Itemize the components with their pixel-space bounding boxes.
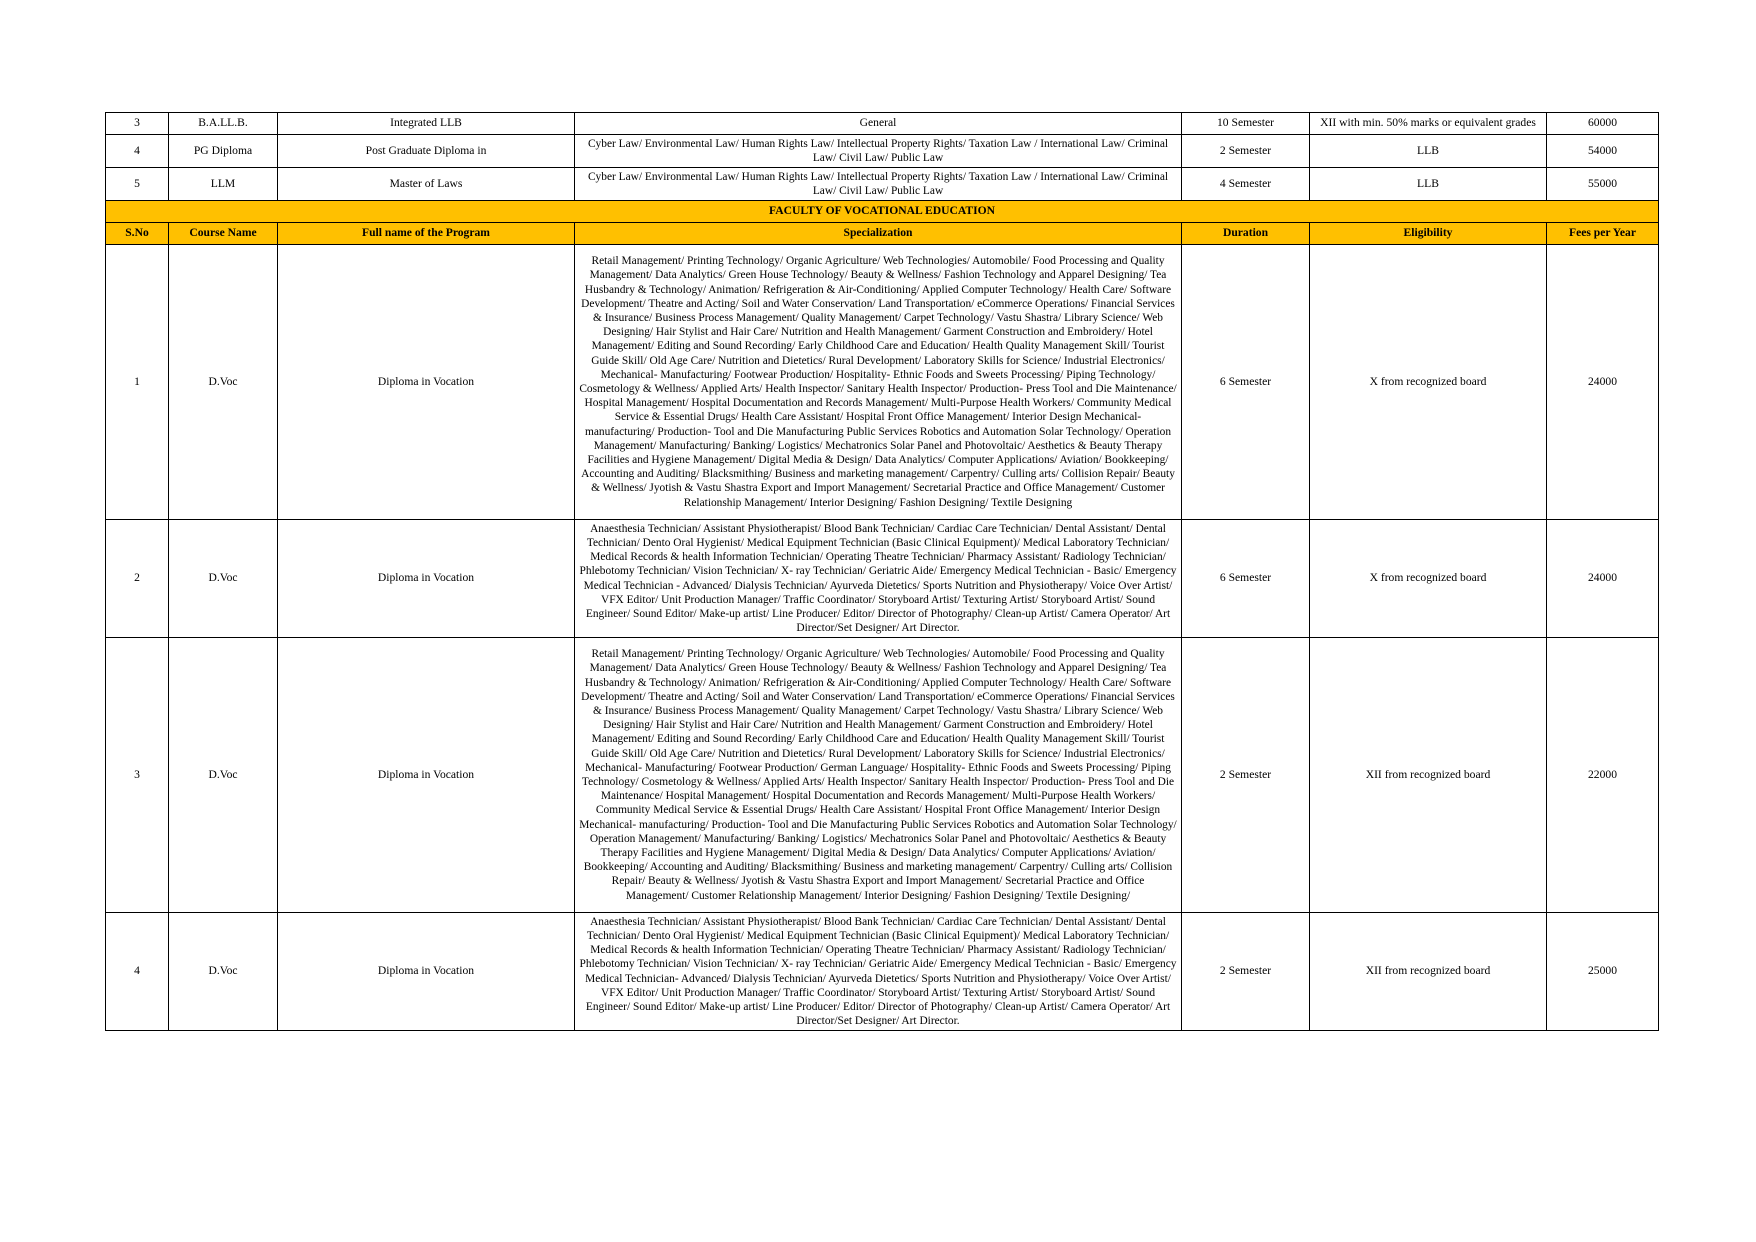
sno-cell: 5 [106,168,169,201]
sno-cell: 4 [106,135,169,168]
sno-cell: 3 [106,638,169,913]
specialization-cell: Cyber Law/ Environmental Law/ Human Rights Law/ Intellectual Property Rights/ Taxation Law / International Law/ Criminal Law/ Civil Law/ Public Law [575,135,1182,168]
section-header-row [106,201,1659,223]
eligibility-cell: X from recognized board [1310,245,1547,520]
specialization-cell: Anaesthesia Technician/ Assistant Physiotherapist/ Blood Bank Technician/ Cardiac Care Technician/ Dental Assistant/ Dental Technician/ Dento Oral Hygienist/ Medical Equipment Technician (Basic Clinical Equipment)/ Medical Laboratory Technician/ Medical Records & health Information Technician/ Operating Theatre Technician/ Pharmacy Assistant/ Radiology Technician/ Phlebotomy Technician/ Vision Technician/ X- ray Technician/ Geriatric Aide/ Emergency Medical Technician - Basic/ Emergency Medical Technician- Advanced/ Dialysis Technician/ Ayurveda Dietetics/ Sports Nutrition and Physiotherapy/ Voice Over Artist/ VFX Editor/ Unit Production Manager/ Traffic Coordinator/ Storyboard Artist/ Texturing Artist/ Storyboard Artist/ Sound Engineer/ Sound Editor/ Make-up artist/ Line Producer/ Editor/ Director of Photography/ Clean-up Artist/ Camera Operator/ Art Director/Set Designer/ Art Director. [575,913,1182,1031]
header-full-name: Full name of the Program [278,223,575,245]
header-specialization: Specialization [575,223,1182,245]
duration-cell: 6 Semester [1182,245,1310,520]
fees-cell: 24000 [1547,245,1659,520]
full-name-cell: Diploma in Vocation [278,520,575,638]
duration-cell: 2 Semester [1182,135,1310,168]
fees-cell: 24000 [1547,520,1659,638]
specialization-cell: Retail Management/ Printing Technology/ Organic Agriculture/ Web Technologies/ Automobile/ Food Processing and Quality Management/ Data Analytics/ Green House Technology/ Beauty & Wellness/ Fashion Technology and Apparel Designing/ Tea Husbandry & Technology/ Animation/ Refrigeration & Air-Conditioning/ Applied Computer Technology/ Health Care/ Software Development/ Theatre and Acting/ Soil and Water Conservation/ Land Transportation/ eCommerce Operations/ Financial Services & Insurance/ Business Process Management/ Quality Management/ Carpet Technology/ Vastu Shastra/ Library Science/ Web Designing/ Hair Stylist and Hair Care/ Nutrition and Health Management/ Garment Construction and Embroidery/ Hotel Management/ Editing and Sound Recording/ Early Childhood Care and Education/ Health Quality Management Skill/ Tourist Guide Skill/ Old Age Care/ Nutrition and Dietetics/ Rural Development/ Laboratory Skills for Science/ Industrial Electronics/ Mechanical- Manufacturing/ Footwear Production/ German Language/ Hospitality- Ethnic Foods and Sweets Processing/ Piping Technology/ Cosmetology & Wellness/ Applied Arts/ Health Inspector/ Sanitary Health Inspector/ Production- Press Tool and Die Maintenance/ Hospital Management/ Hospital Documentation and Records Management/ Multi-Purpose Health Workers/ Community Medical Service & Essential Drugs/ Health Care Assistant/ Hospital Front Office Management/ Interior Design Mechanical- manufacturing/ Production- Tool and Die Manufacturing Public Services Robotics and Automation Solar Technology/ Operation Management/ Manufacturing/ Banking/ Logistics/ Mechatronics Solar Panel and Photovoltaic/ Aesthetics & Beauty Therapy Facilities and Hygiene Management/ Digital Media & Design/ Data Analytics/ Computer Applications/ Aviation/ Bookkeeping/ Accounting and Auditing/ Blacksmithing/ Business and marketing management/ Carpentry/ Culling arts/ Collision Repair/ Beauty & Wellness/ Jyotish & Vastu Shastra Export and Import Management/ Secretarial Practice and Office Management/ Customer Relationship Management/ Interior Designing/ Fashion Designing/ Textile Designing/ [575,638,1182,913]
eligibility-cell: XII with min. 50% marks or equivalent grades [1310,113,1547,135]
table-row [106,520,1659,638]
section-title: FACULTY OF VOCATIONAL EDUCATION [106,201,1659,223]
sno-cell: 2 [106,520,169,638]
duration-cell: 2 Semester [1182,638,1310,913]
duration-cell: 10 Semester [1182,113,1310,135]
fees-cell: 54000 [1547,135,1659,168]
table-row [106,168,1659,201]
full-name-cell: Diploma in Vocation [278,638,575,913]
duration-cell: 2 Semester [1182,913,1310,1031]
sno-cell: 4 [106,913,169,1031]
course-cell: LLM [169,168,278,201]
header-course-name: Course Name [169,223,278,245]
table-row [106,135,1659,168]
table-row [106,913,1659,1031]
column-header-row [106,223,1659,245]
full-name-cell: Integrated LLB [278,113,575,135]
header-sno: S.No [106,223,169,245]
eligibility-cell: XII from recognized board [1310,638,1547,913]
course-cell: D.Voc [169,913,278,1031]
sno-cell: 1 [106,245,169,520]
eligibility-cell: X from recognized board [1310,520,1547,638]
specialization-cell: General [575,113,1182,135]
table-row [106,638,1659,913]
eligibility-cell: XII from recognized board [1310,913,1547,1031]
duration-cell: 6 Semester [1182,520,1310,638]
course-cell: D.Voc [169,638,278,913]
course-cell: D.Voc [169,520,278,638]
fees-cell: 22000 [1547,638,1659,913]
specialization-cell: Anaesthesia Technician/ Assistant Physiotherapist/ Blood Bank Technician/ Cardiac Care Technician/ Dental Assistant/ Dental Technician/ Dento Oral Hygienist/ Medical Equipment Technician (Basic Clinical Equipment)/ Medical Laboratory Technician/ Medical Records & health Information Technician/ Operating Theatre Technician/ Pharmacy Assistant/ Radiology Technician/ Phlebotomy Technician/ Vision Technician/ X- ray Technician/ Geriatric Aide/ Emergency Medical Technician - Basic/ Emergency Medical Technician - Advanced/ Dialysis Technician/ Ayurveda Dietetics/ Sports Nutrition and Physiotherapy/ Voice Over Artist/ VFX Editor/ Unit Production Manager/ Traffic Coordinator/ Storyboard Artist/ Texturing Artist/ Storyboard Artist/ Sound Engineer/ Sound Editor/ Make-up artist/ Line Producer/ Editor/ Director of Photography/ Clean-up Artist/ Camera Operator/ Art Director/Set Designer/ Art Director. [575,520,1182,638]
table-row [106,113,1659,135]
header-duration: Duration [1182,223,1310,245]
full-name-cell: Master of Laws [278,168,575,201]
eligibility-cell: LLB [1310,135,1547,168]
header-fees: Fees per Year [1547,223,1659,245]
fees-cell: 60000 [1547,113,1659,135]
table-row [106,245,1659,520]
fees-cell: 25000 [1547,913,1659,1031]
duration-cell: 4 Semester [1182,168,1310,201]
course-cell: PG Diploma [169,135,278,168]
specialization-cell: Retail Management/ Printing Technology/ Organic Agriculture/ Web Technologies/ Automobile/ Food Processing and Quality Management/ Data Analytics/ Green House Technology/ Beauty & Wellness/ Fashion Technology and Apparel Designing/ Tea Husbandry & Technology/ Animation/ Refrigeration & Air-Conditioning/ Applied Computer Technology/ Health Care/ Software Development/ Theatre and Acting/ Soil and Water Conservation/ Land Transportation/ eCommerce Operations/ Financial Services & Insurance/ Business Process Management/ Quality Management/ Carpet Technology/ Vastu Shastra/ Library Science/ Web Designing/ Hair Stylist and Hair Care/ Nutrition and Health Management/ Garment Construction and Embroidery/ Hotel Management/ Editing and Sound Recording/ Early Childhood Care and Education/ Health Quality Management Skill/ Tourist Guide Skill/ Old Age Care/ Nutrition and Dietetics/ Rural Development/ Laboratory Skills for Science/ Industrial Electronics/ Mechanical- Manufacturing/ Footwear Production/ Hospitality- Ethnic Foods and Sweets Processing/ Piping Technology/ Cosmetology & Wellness/ Applied Arts/ Health Inspector/ Sanitary Health Inspector/ Production- Press Tool and Die Maintenance/ Hospital Management/ Hospital Documentation and Records Management/ Multi-Purpose Health Workers/ Community Medical Service & Essential Drugs/ Health Care Assistant/ Hospital Front Office Management/ Interior Design Mechanical- manufacturing/ Production- Tool and Die Manufacturing Public Services Robotics and Automation Solar Technology/ Operation Management/ Manufacturing/ Banking/ Logistics/ Mechatronics Solar Panel and Photovoltaic/ Aesthetics & Beauty Therapy Facilities and Hygiene Management/ Digital Media & Design/ Data Analytics/ Computer Applications/ Aviation/ Bookkeeping/ Accounting and Auditing/ Blacksmithing/ Business and marketing management/ Carpentry/ Culling arts/ Collision Repair/ Beauty & Wellness/ Jyotish & Vastu Shastra Export and Import Management/ Secretarial Practice and Office Management/ Customer Relationship Management/ Interior Designing/ Fashion Designing/ Textile Designing [575,245,1182,520]
course-cell: B.A.LL.B. [169,113,278,135]
fee-table [105,112,1659,1031]
full-name-cell: Diploma in Vocation [278,913,575,1031]
fees-cell: 55000 [1547,168,1659,201]
header-eligibility: Eligibility [1310,223,1547,245]
full-name-cell: Diploma in Vocation [278,245,575,520]
full-name-cell: Post Graduate Diploma in [278,135,575,168]
course-cell: D.Voc [169,245,278,520]
specialization-cell: Cyber Law/ Environmental Law/ Human Rights Law/ Intellectual Property Rights/ Taxation Law / International Law/ Criminal Law/ Civil Law/ Public Law [575,168,1182,201]
eligibility-cell: LLB [1310,168,1547,201]
sno-cell: 3 [106,113,169,135]
